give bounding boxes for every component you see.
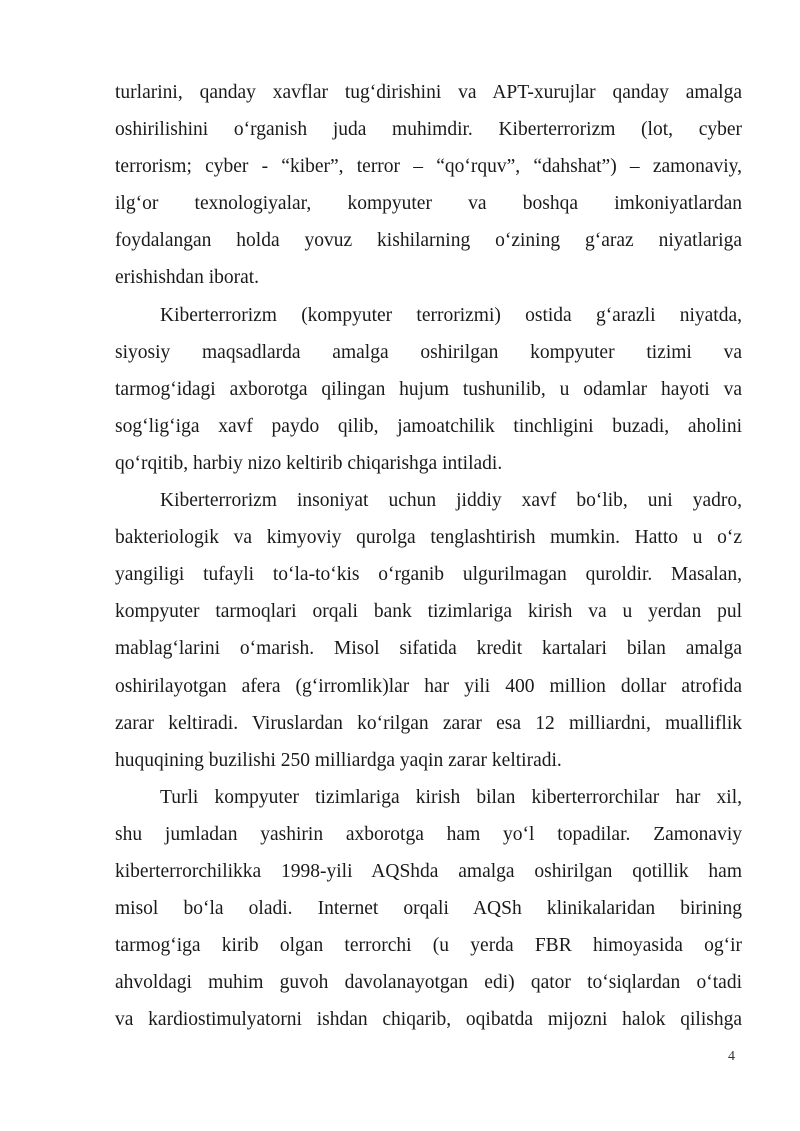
paragraph-1 <box>115 74 742 297</box>
text-line: misol bo‘la oladi. Internet orqali AQSh klinikalaridan birining <box>115 898 742 920</box>
text-line: oshirilishini o‘rganish juda muhimdir. Kiberterrorizm (lot, cyber <box>115 119 742 141</box>
text-line: tarmog‘iga kirib olgan terrorchi (u yerda FBR himoyasida og‘ir <box>115 935 742 957</box>
paragraph-3 <box>115 482 742 779</box>
text-line: kiberterrorchilikka 1998-yili AQShda amalga oshirilgan qotillik ham <box>115 860 742 882</box>
text-line: Turli kompyuter tizimlariga kirish bilan kiberterrorchilar har xil, <box>160 786 742 808</box>
text-line: mablag‘larini o‘marish. Misol sifatida kredit kartalari bilan amalga <box>115 638 742 660</box>
text-line: huquqining buzilishi 250 milliardga yaqin zarar keltiradi. <box>115 749 562 771</box>
paragraph-4 <box>115 779 742 1039</box>
text-line: siyosiy maqsadlarda amalga oshirilgan kompyuter tizimi va <box>115 341 742 363</box>
text-line: shu jumladan yashirin axborotga ham yo‘l topadilar. Zamonaviy <box>115 823 742 845</box>
text-line: Kiberterrorizm (kompyuter terrorizmi) ostida g‘arazli niyatda, <box>160 304 742 326</box>
text-line: sog‘lig‘iga xavf paydo qilib, jamoatchilik tinchligini buzadi, aholini <box>115 415 742 437</box>
text-line: oshirilayotgan afera (g‘irromlik)lar har yili 400 million dollar atrofida <box>115 675 742 697</box>
text-line: qo‘rqitib, harbiy nizo keltirib chiqarishga intiladi. <box>115 452 503 474</box>
text-line: Kiberterrorizm insoniyat uchun jiddiy xavf bo‘lib, uni yadro, <box>160 490 742 512</box>
text-line: zarar keltiradi. Viruslardan ko‘rilgan zarar esa 12 milliardni, mualliflik <box>115 712 742 734</box>
text-line: erishishdan iborat. <box>115 267 260 289</box>
text-line: terrorism; cyber - “kiber”, terror – “qo‘rquv”, “dahshat”) – zamonaviy, <box>115 156 742 178</box>
document-page-body <box>115 74 742 1038</box>
text-line: kompyuter tarmoqlari orqali bank tizimlariga kirish va u yerdan pul <box>115 601 742 623</box>
text-line: yangiligi tufayli to‘la-to‘kis o‘rganib ulgurilmagan quroldir. Masalan, <box>115 564 742 586</box>
paragraph-2 <box>115 297 742 482</box>
page-number: 4 <box>728 1049 735 1064</box>
text-line: tarmog‘idagi axborotga qilingan hujum tushunilib, u odamlar hayoti va <box>115 378 742 400</box>
text-line: foydalangan holda yovuz kishilarning o‘zining g‘araz niyatlariga <box>115 230 742 252</box>
text-line: va kardiostimulyatorni ishdan chiqarib, oqibatda mijozni halok qilishga <box>115 1009 742 1031</box>
text-line: turlarini, qanday xavflar tug‘dirishini va APT-xurujlar qanday amalga <box>115 82 742 103</box>
text-line: bakteriologik va kimyoviy qurolga tenglashtirish mumkin. Hatto u o‘z <box>115 527 742 549</box>
text-line: ahvoldagi muhim guvoh davolanayotgan edi) qator to‘siqlardan o‘tadi <box>115 972 742 994</box>
text-line: ilg‘or texnologiyalar, kompyuter va boshqa imkoniyatlardan <box>115 193 742 215</box>
